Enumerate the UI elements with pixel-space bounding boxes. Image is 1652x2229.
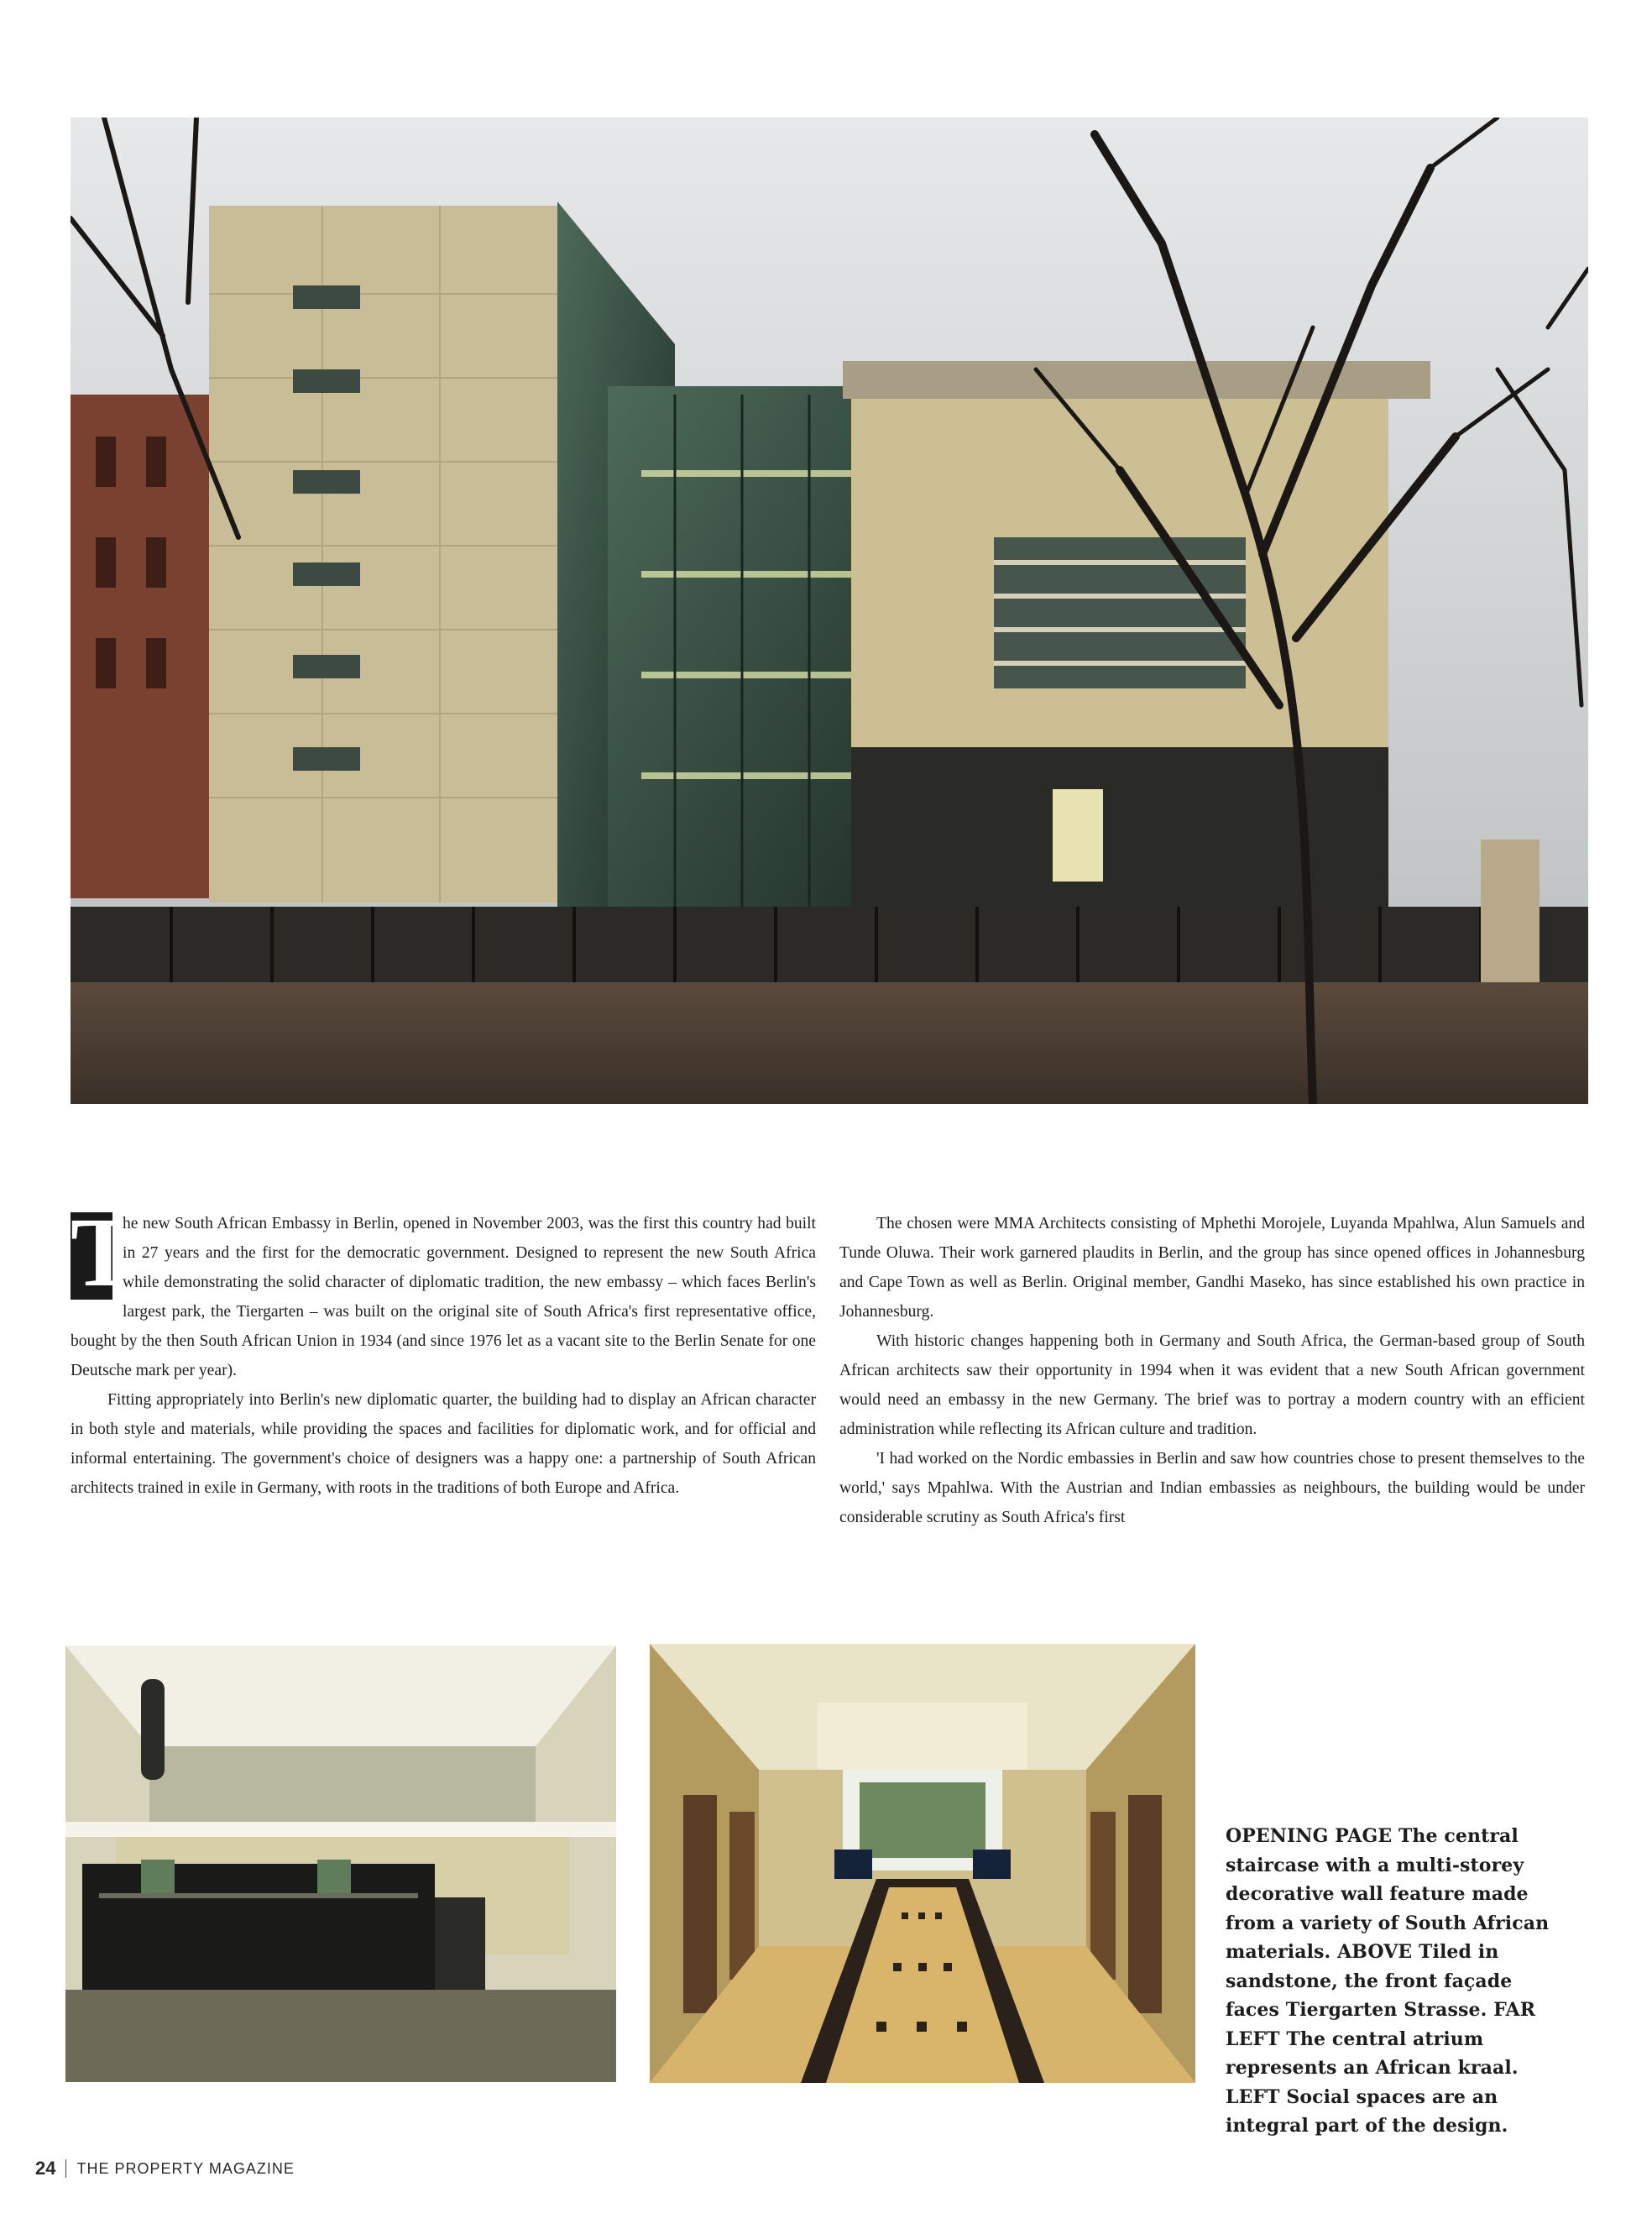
caption-text: Social spaces are an integral part of the design. [1226,2085,1508,2137]
article-paragraph: T he new South African Embassy in Berlin, opened in November 2003, was the first this country had built in 27 years and the first for the democratic government. Designed to represent the new South Africa while demonstrating the solid character of diplomatic tradition, the new embassy – which faces Berlin's largest park, the Tiergarten – was built on the original site of South Africa's first representative office, bought by the then South African Union in 1934 (and since 1976 let as a vacant site to the Berlin Senate for one Deutsche mark per year). [71,1197,816,1379]
embassy-facade-illustration [71,118,1588,1104]
caption-text: The central staircase with a multi-storey decorative wall feature made from a variety of South African materials. [1226,1825,1550,1963]
caption-label: ABOVE [1337,1941,1413,1963]
article-paragraph: 'I had worked on the Nordic embassies in Berlin and saw how countries chose to present themselves to the world,' says Mpahlwa. With the Austrian and Indian embassies as neighbours, the building would be under considerable scrutiny as South Africa's first [839,1450,1585,1526]
atrium-illustration [65,1646,616,2082]
hero-photo-embassy-facade [71,118,1588,1104]
social-space-photo [650,1644,1195,2083]
drop-cap: T [71,1197,137,1307]
article-paragraph: The chosen were MMA Architects consisting of Mphethi Morojele, Luyanda Mpahlwa, Alun Samuels and Tunde Oluwa. Their work garnered plaudits in Berlin, and the group has since opened offices in Johannesburg and Cape Town as well as Berlin. Original member, Gandhi Maseko, has since established his own practice in Johannesburg. [839,1215,1585,1321]
atrium-photo [65,1646,616,2082]
page-footer [35,2158,295,2179]
article-paragraph: Fitting appropriately into Berlin's new diplomatic quarter, the building had to display an African character in both style and materials, while providing the spaces and facilities for diplomatic work, and for official and informal entertaining. The government's choice of designers was a happy one: a partnership of South African architects trained in exile in Germany, with roots in the traditions of both Europe and Africa. [71,1391,816,1497]
caption-label: LEFT [1226,2085,1280,2108]
photo-caption [1226,1822,1570,2141]
article-paragraph: With historic changes happening both in Germany and South Africa, the German-based group of South African architects saw their opportunity in 1994 when it was evident that a new South African government would need an embassy in the new Germany. The brief was to portray a modern country with an efficient administration while reflecting its African culture and tradition. [839,1332,1585,1438]
caption-label: OPENING PAGE [1226,1825,1393,1847]
footer-divider [65,2159,66,2178]
magazine-name: THE PROPERTY MAGAZINE [76,2159,295,2177]
caption-text: The central atrium represents an African kraal. [1226,2028,1519,2079]
caption-label: FAR LEFT [1226,1999,1536,2050]
page-number: 24 [35,2158,56,2179]
corridor-illustration [650,1644,1195,2083]
caption-text: Tiled in sandstone, the front façade faces Tiergarten Strasse. [1226,1941,1513,2021]
article-column-right [839,1209,1585,1532]
article-column-left [71,1197,816,1503]
